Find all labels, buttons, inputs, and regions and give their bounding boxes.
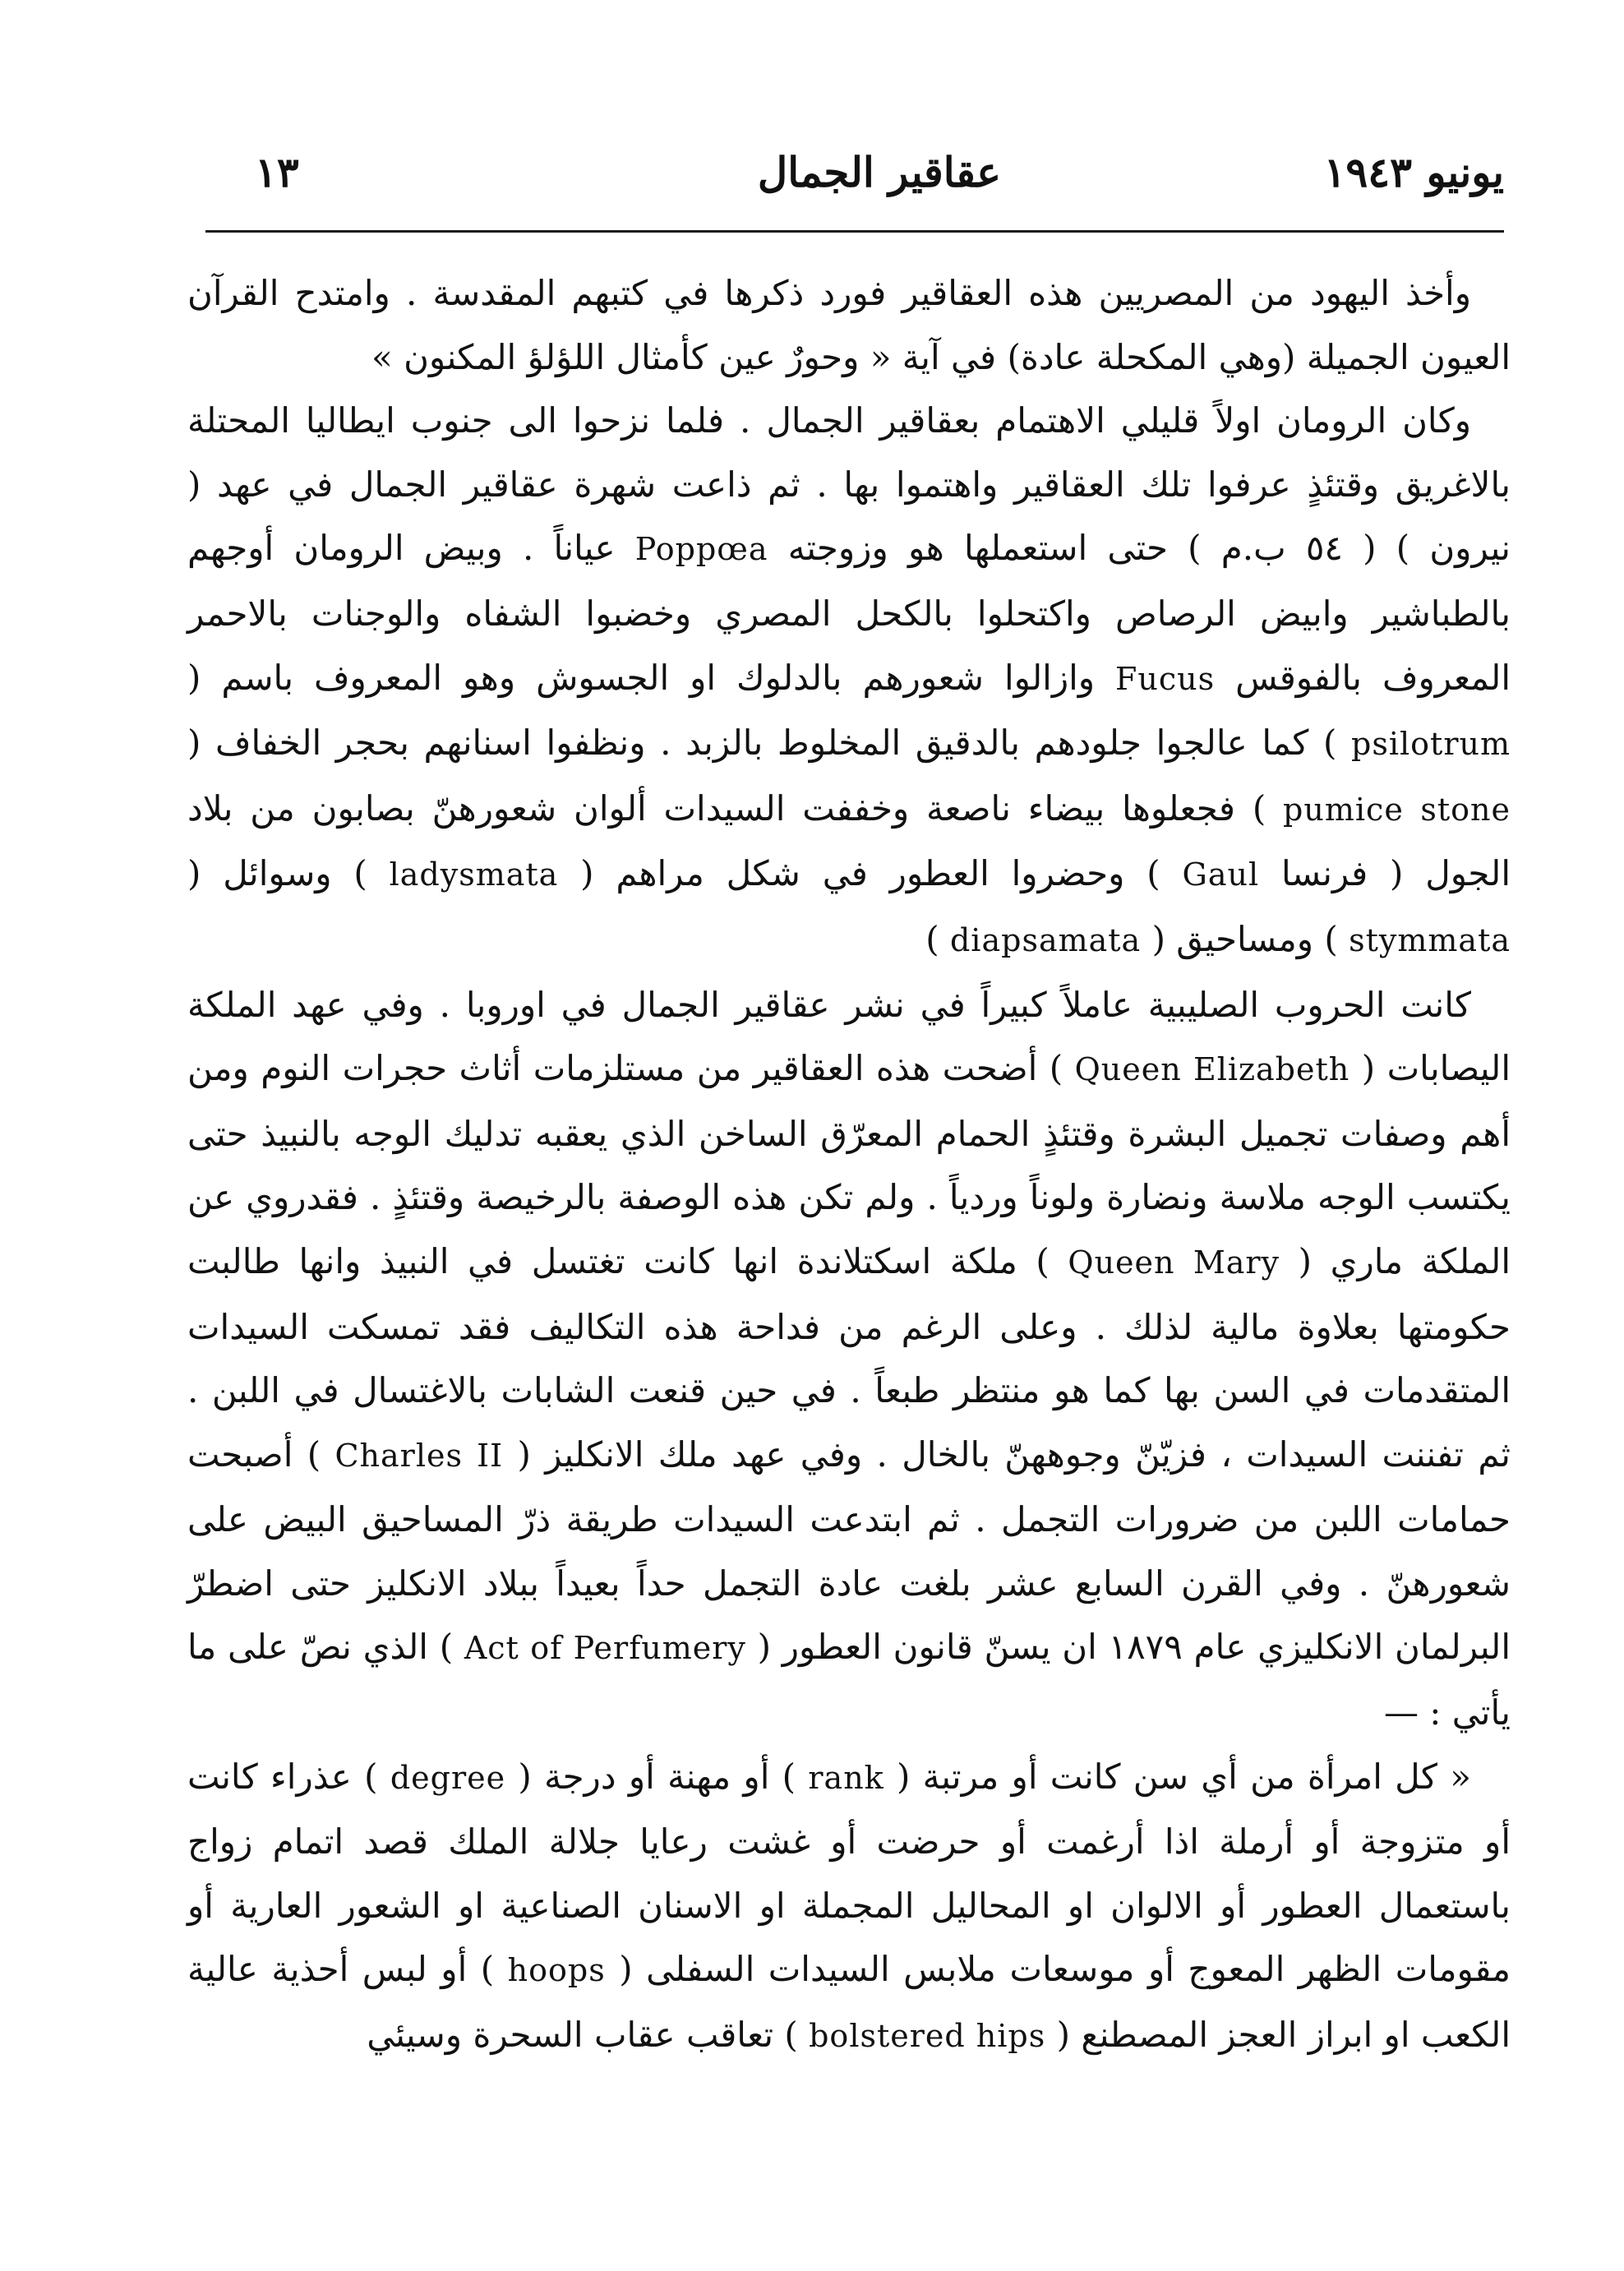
paragraph-text: ) ملكة اسكتلاندة انها كانت تغتسل في النبيذ وانها طالبت حكومتها بعلاوة مالية لذلك . وعلى الرغم من فداحة هذه التكاليف فقد تمسكت السيدات المتقدمات في السن بها كما هو منتظر طبعاً . في حين قنعت الشابات بالاغتسال في اللبن . ثم تفننت السيدات ، فزيّنّ وجوههنّ بالخال . وفي عهد ملك الانكليز (	[187, 1240, 1511, 1475]
paragraph-3	[187, 973, 1511, 1745]
latin-term: Queen Elizabeth	[1074, 1051, 1350, 1088]
paragraph-text: ) عذراء كانت أو متزوجة أو أرملة اذا أرغمت أو حرضت أو غشت رعايا جلالة الملك قصد اتمام زواج باستعمال العطور أو الالوان او المحاليل المجملة او الاسنان الصناعية او الشعور العارية أو مقومات الظهر المعوج أو موسعات ملابس السيدات السفلى (	[187, 1756, 1511, 1990]
latin-term: Act of Perfumery	[464, 1630, 746, 1667]
latin-term: ladysmata	[389, 856, 559, 893]
latin-term: Charles II	[334, 1437, 504, 1474]
paragraph-text: ) وسوائل (	[187, 853, 390, 894]
paragraph-text: ) الذي نصّ على ما يأتي : —	[187, 1627, 1511, 1733]
latin-term: bolstered hips	[809, 2018, 1046, 2055]
latin-term: diapsamata	[949, 921, 1142, 958]
latin-term: rank	[808, 1759, 884, 1796]
paragraph-text: وكان الرومان اولاً قليلي الاهتمام بعقاقير الجمال . فلما نزحوا الى جنوب ايطاليا المحتلة بالاغريق وقتئذٍ عرفوا تلك العقاقير واهتموا بها . ثم ذاعت شهرة عقاقير الجمال في عهد ( نيرون ) ( ٥٤ ب.م ) حتى استعملها هو وزوجته	[187, 400, 1511, 569]
header-divider	[205, 230, 1504, 233]
latin-term: degree	[390, 1759, 506, 1796]
paragraph-text: كانت الحروب الصليبية عاملاً كبيراً في نشر عقاقير الجمال في اوروبا . وفي عهد الملكة اليصابات (	[187, 984, 1511, 1089]
paragraph-text: « كل امرأة من أي سن كانت أو مرتبة (	[884, 1756, 1471, 1797]
page-number: ١٣	[255, 148, 299, 196]
latin-term: hoops	[507, 1952, 606, 1989]
running-header	[205, 132, 1504, 214]
paragraph-text: ) ومساحيق (	[1141, 918, 1349, 959]
paragraph-4	[187, 1745, 1511, 2069]
latin-term: pumice stone	[1283, 791, 1511, 828]
latin-term: Poppœa	[634, 531, 768, 568]
paragraph-text: عياناً . وبيض الرومان أوجهم بالطباشير وابيض الرصاص واكتحلوا بالكحل المصري وخضبوا الشفاه والوجنات بالاحمر المعروف بالفوقس	[187, 528, 1511, 698]
latin-term: stymmata	[1349, 921, 1511, 958]
paragraph-text: ) وحضروا العطور في شكل مراهم (	[558, 853, 1183, 894]
latin-term: Fucus	[1115, 660, 1216, 697]
latin-term: psilotrum	[1351, 726, 1511, 763]
latin-term: Queen Mary	[1068, 1244, 1280, 1281]
paragraph-text: ) أضحت هذه العقاقير من مستلزمات أثاث حجرات النوم ومن أهم وصفات تجميل البشرة وقتئذٍ الحمام المعرّق الساخن الذي يعقبه تدليك الوجه بالنبيذ حتى يكتسب الوجه ملاسة ونضارة ولوناً وردياً . ولم تكن هذه الوصفة بالرخيصة وقتئذٍ . فقدروي عن الملكة ماري (	[187, 1048, 1511, 1281]
paragraph-text: ) أو لبس أحذية عالية الكعب او ابراز العجز المصطنع (	[187, 1949, 1511, 2056]
article-body	[187, 261, 1511, 2218]
header-date: يونيو ١٩٤٣	[1323, 148, 1504, 196]
paragraph-text: ) كما عالجوا جلودهم بالدقيق المخلوط بالزبد . ونظفوا اسنانهم بحجر الخفاف (	[187, 722, 1352, 764]
paragraph-text: ) فجعلوها بيضاء ناصعة وخففت السيدات ألوان شعورهنّ بصابون من بلاد الجول ( فرنسا	[187, 787, 1511, 894]
header-title: عقاقير الجمال	[757, 148, 1002, 196]
paragraph-text: وازالوا شعورهم بالدلوك او الجسوش وهو المعروف باسم (	[187, 657, 1116, 698]
paragraph-text: )	[925, 918, 950, 959]
paragraph-1: وأخذ اليهود من المصريين هذه العقاقير فورد ذكرها في كتبهم المقدسة . وامتدح القرآن العيون الجميلة (وهي المكحلة عادة) في آية « وحورٌ عين كأمثال اللؤلؤ المكنون »	[187, 273, 1511, 377]
paragraph-2	[187, 389, 1511, 972]
latin-term: Gaul	[1182, 856, 1260, 893]
paragraph-text: ) تعاقب عقاب السحرة وسيئي	[367, 2015, 810, 2056]
paragraph-text: ) أو مهنة أو درجة (	[505, 1756, 809, 1797]
paragraph-text: ) أصبحت حمامات اللبن من ضرورات التجمل . ثم ابتدعت السيدات طريقة ذرّ المساحيق البيض على شعورهنّ . وفي القرن السابع عشر بلغت عادة التجمل حداً بعيداً ببلاد الانكليز حتى اضطرّ البرلمان الانكليزي عام ١٨٧٩ ان يسنّ قانون العطور (	[187, 1433, 1511, 1668]
